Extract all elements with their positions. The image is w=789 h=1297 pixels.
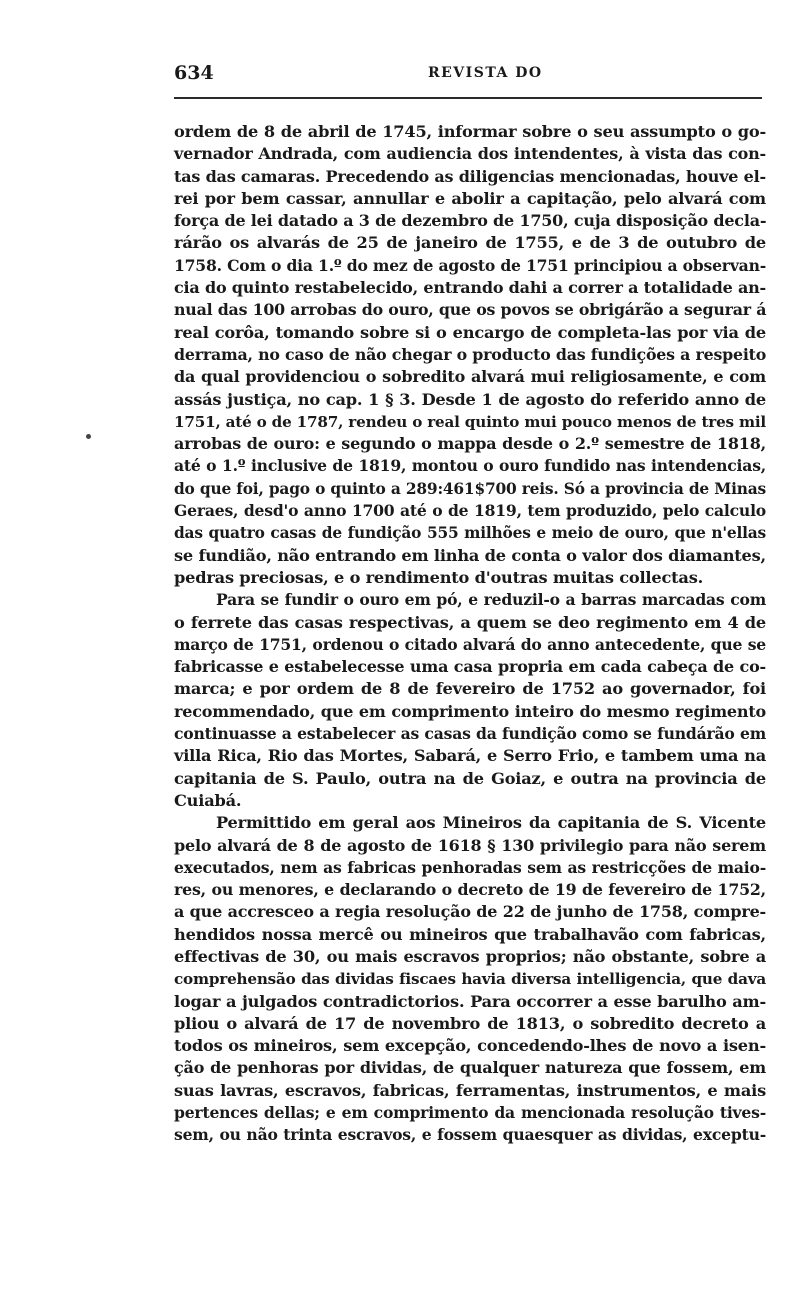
text-line: recommendado, que em comprimento inteiro do mesmo regimento <box>174 701 766 721</box>
text-line: tas das camaras. Precedendo as diligencias mencionadas, houve el- <box>174 166 766 186</box>
text-line: nual das 100 arrobas do ouro, que os povos se obrigárão a segurar á <box>174 300 767 320</box>
text-line: o ferrete das casas respectivas, a quem se deo regimento em 4 de <box>174 612 766 632</box>
text-line: comprehensão das dividas fiscaes havia diversa intelligencia, que dava <box>174 970 766 989</box>
margin-dot <box>86 434 91 439</box>
text-line: março de 1751, ordenou o citado alvará do anno antecedente, que se <box>174 634 766 654</box>
text-line: Para se fundir o ouro em pó, e reduzil-o a barras marcadas com <box>216 590 766 610</box>
text-line: villa Rica, Rio das Mortes, Sabará, e Serro Frio, e tambem uma na <box>174 746 766 766</box>
text-line: a que accresceo a regia resolução de 22 de junho de 1758, compre- <box>174 902 766 922</box>
text-line: pliou o alvará de 17 de novembro de 1813, o sobredito decreto a <box>174 1013 766 1033</box>
text-line: até o 1.º inclusive de 1819, montou o ouro fundido nas intendencias, <box>174 456 766 476</box>
text-line: 1751, até o de 1787, rendeu o real quinto mui pouco menos de tres mil <box>174 412 766 431</box>
text-line: pelo alvará de 8 de agosto de 1618 § 130 privilegio para não serem <box>174 835 766 855</box>
text-line: logar a julgados contradictorios. Para occorrer a esse barulho am- <box>174 991 766 1011</box>
text-line: suas lavras, escravos, fabricas, ferramentas, instrumentos, e mais <box>174 1080 766 1100</box>
text-line: Permittido em geral aos Mineiros da capitania de S. Vicente <box>216 813 766 833</box>
page-number: 634 <box>174 62 214 84</box>
text-line: executados, nem as fabricas penhoradas sem as restricções de maio- <box>174 857 766 877</box>
text-line: todos os mineiros, sem excepção, concedendo-lhes de novo a isen- <box>174 1036 766 1056</box>
text-line: sem, ou não trinta escravos, e fossem quaesquer as dividas, exceptu- <box>174 1125 766 1145</box>
text-line: capitania de S. Paulo, outra na de Goiaz, e outra na provincia de <box>174 768 766 788</box>
text-line: se fundião, não entrando em linha de conta o valor dos diamantes, <box>174 545 766 565</box>
text-line: das quatro casas de fundição 555 milhões e meio de ouro, que n'ellas <box>174 524 766 543</box>
text-line: cia do quinto restabelecido, entrando dahi a correr a totalidade an- <box>174 278 766 298</box>
text-line: pertences dellas; e em comprimento da mencionada resolução tives- <box>174 1103 766 1123</box>
text-line: assás justiça, no cap. 1 § 3. Desde 1 de agosto do referido anno de <box>174 389 766 409</box>
text-line: rei por bem cassar, annullar e abolir a capitação, pelo alvará com <box>174 188 766 208</box>
text-line: Geraes, desd'o anno 1700 até o de 1819, tem produzido, pelo calculo <box>174 501 766 521</box>
text-line: força de lei datado a 3 de dezembro de 1750, cuja disposição decla- <box>174 211 767 231</box>
text-line: da qual providenciou o sobredito alvará mui religiosamente, e com <box>174 367 766 387</box>
text-line: marca; e por ordem de 8 de fevereiro de 1752 ao governador, foi <box>174 679 766 699</box>
page-header <box>174 62 762 86</box>
text-line: Cuiabá. <box>174 790 242 810</box>
text-line: ordem de 8 de abril de 1745, informar sobre o seu assumpto o go- <box>174 122 766 141</box>
text-line: vernador Andrada, com audiencia dos intendentes, à vista das con- <box>174 144 766 164</box>
text-line: do que foi, pago o quinto a 289:461$700 reis. Só a provincia de Minas <box>174 479 766 498</box>
text-line: rárão os alvarás de 25 de janeiro de 1755, e de 3 de outubro de <box>174 233 766 253</box>
text-line: ção de penhoras por dividas, de qualquer natureza que fossem, em <box>174 1058 766 1078</box>
text-line: real corôa, tomando sobre si o encargo de completa-las por via de <box>174 322 766 342</box>
running-title: REVISTA DO <box>428 65 543 81</box>
header-rule <box>174 97 762 99</box>
text-line: res, ou menores, e declarando o decreto de 19 de fevereiro de 1752, <box>174 880 766 900</box>
body-text <box>174 121 766 1147</box>
text-line: arrobas de ouro: e segundo o mappa desde o 2.º semestre de 1818, <box>174 434 766 454</box>
text-line: fabricasse e estabelecesse uma casa propria em cada cabeça de co- <box>174 657 766 677</box>
text-line: pedras preciosas, e o rendimento d'outras muitas collectas. <box>174 567 704 587</box>
text-line: effectivas de 30, ou mais escravos proprios; não obstante, sobre a <box>174 946 766 966</box>
text-line: continuasse a estabelecer as casas da fundição como se fundárão em <box>174 724 766 744</box>
text-line: 1758. Com o dia 1.º do mez de agosto de 1751 principiou a observan- <box>174 255 766 275</box>
text-line: hendidos nossa mercê ou mineiros que trabalhavão com fabricas, <box>174 924 766 944</box>
text-line: derrama, no caso de não chegar o producto das fundições a respeito <box>174 344 767 364</box>
